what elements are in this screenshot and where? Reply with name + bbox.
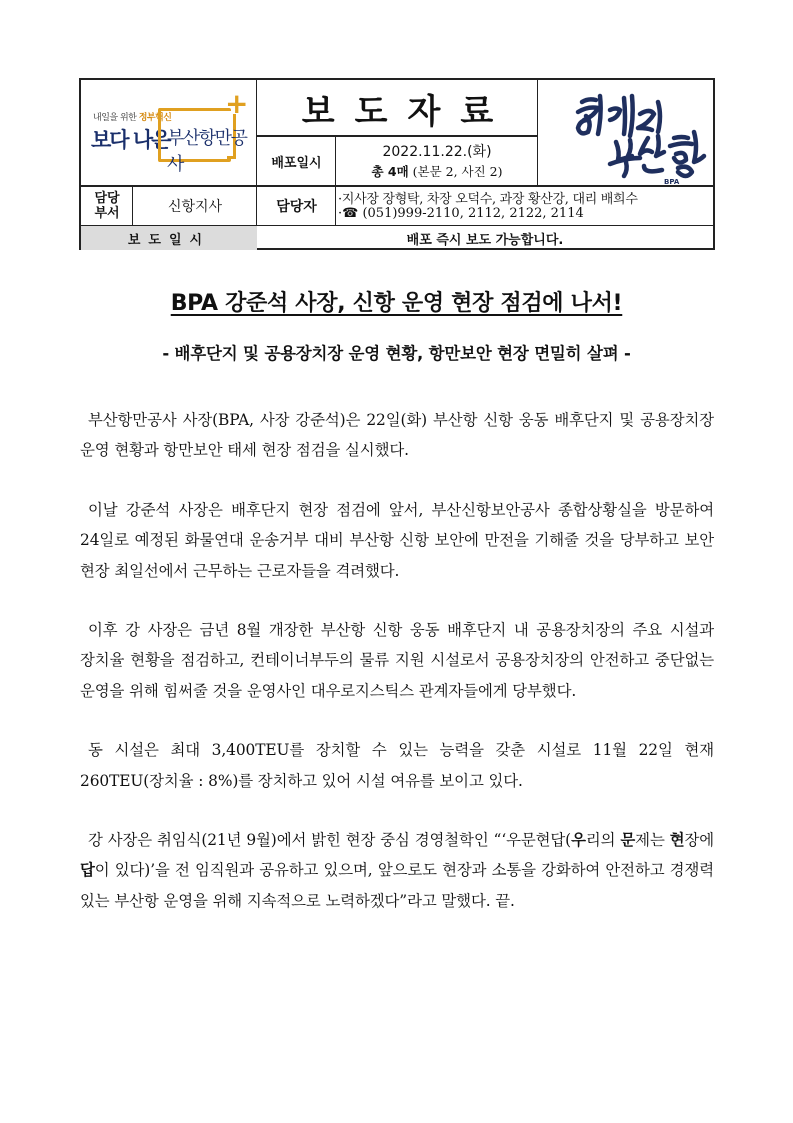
page-count-detail: (본문 2, 사진 2) [412,164,503,179]
body-paragraph: 이후 강 사장은 금년 8월 개장한 부산항 신항 웅동 배후단지 내 공용장치장의 주요 시설과 장치율 현황을 점검하고, 컨테이너부두의 물류 지원 시설로서 공용장치장의 안전하고 중단없는 운영을 위해 힘써줄 것을 운영사인 대우로지스틱스 관계자들에게 당부했다. [80,621,714,700]
article-subheadline: - 배후단지 및 공용장치장 운영 현황, 항만보안 현장 면밀히 살펴 - [162,344,631,363]
body-paragraph: 부산항만공사 사장(BPA, 사장 강준석)은 22일(화) 부산항 신항 웅동 배후단지 및 공용장치장 운영 현황과 항만보안 태세 현장 점검을 실시했다. [80,411,714,460]
department-label-line1: 담당 [94,191,120,206]
release-info [336,136,538,186]
closing-emphasis: 우 [571,831,586,850]
department-value: 신항지사 [167,199,223,215]
article-headline: BPA 강준석 사장, 신항 운영 현장 점검에 나서! [170,291,623,316]
contact-value [336,186,713,226]
closing-text: 리의 [585,831,621,850]
slogan-calligraphy-image [538,80,713,186]
closing-emphasis: 답 [80,861,95,880]
document-title: 보도자료 [301,91,514,132]
page-count-total: 총 4매 [371,164,409,179]
closing-emphasis: 문 [620,831,636,850]
logo-org-name: 부산항만공사 [167,128,247,175]
body-paragraph: 이날 강준석 사장은 배후단지 현장 점검에 앞서, 부산신항보안공사 종합상황실을 방문하여 24일로 예정된 화물연대 운송거부 대비 부산항 신항 보안에 만전을 기해줄 것을 당부하고 보안 현장 최일선에서 근무하는 근로자들을 격려했다. [80,500,714,580]
logo-tagline-prefix: 내일을 위한 [93,113,137,123]
contact-phone: ·☎ (051)999-2110, 2112, 2122, 2114 [338,206,584,221]
closing-text: 장에 [684,831,715,850]
release-date: 2022.11.22.(화) [382,144,492,160]
slogan-brand-text: BPA [664,178,680,186]
body-paragraph: 동 시설은 최대 3,400TEU를 장치할 수 있는 능력을 갖춘 시설로 11월 22일 현재 260TEU(장치율 : 8%)를 장치하고 있어 시설 여유를 보이고 있다. [80,741,714,790]
contact-names: ·지사장 장형탁, 차장 오덕수, 과장 황산강, 대리 배희수 [338,192,638,207]
bpa-logo [81,80,257,186]
logo-main-text: 보다 나은 [91,128,170,152]
contact-label: 담당자 [276,199,317,215]
logo-tagline-accent: 정부혁신 [138,113,172,123]
plus-icon: + [225,87,249,120]
closing-emphasis: 현 [669,831,685,850]
article-body [80,405,714,945]
department-label [81,186,133,226]
embargo-value: 배포 즉시 보도 가능합니다. [406,232,564,248]
press-release-header-table [79,78,715,250]
release-date-label: 배포일시 [271,155,322,171]
closing-paragraph [80,825,714,916]
embargo-label: 보도일시 [81,226,257,250]
department-label-line2: 부서 [94,206,120,221]
closing-text: 강 사장은 취임식(21년 9월)에서 밝힌 현장 중심 경영철학인 “‘우문현답( [88,831,572,850]
slogan-calligraphy-logo [538,80,713,186]
page-count [336,162,538,180]
closing-text: 제는 [635,831,670,850]
closing-text: 이 있다)’을 전 임직원과 공유하고 있으며, 앞으로도 현장과 소통을 강화하여 안전하고 경쟁력 있는 부산항 운영을 위해 지속적으로 노력하겠다”라고 말했다. 끝. [80,861,714,910]
